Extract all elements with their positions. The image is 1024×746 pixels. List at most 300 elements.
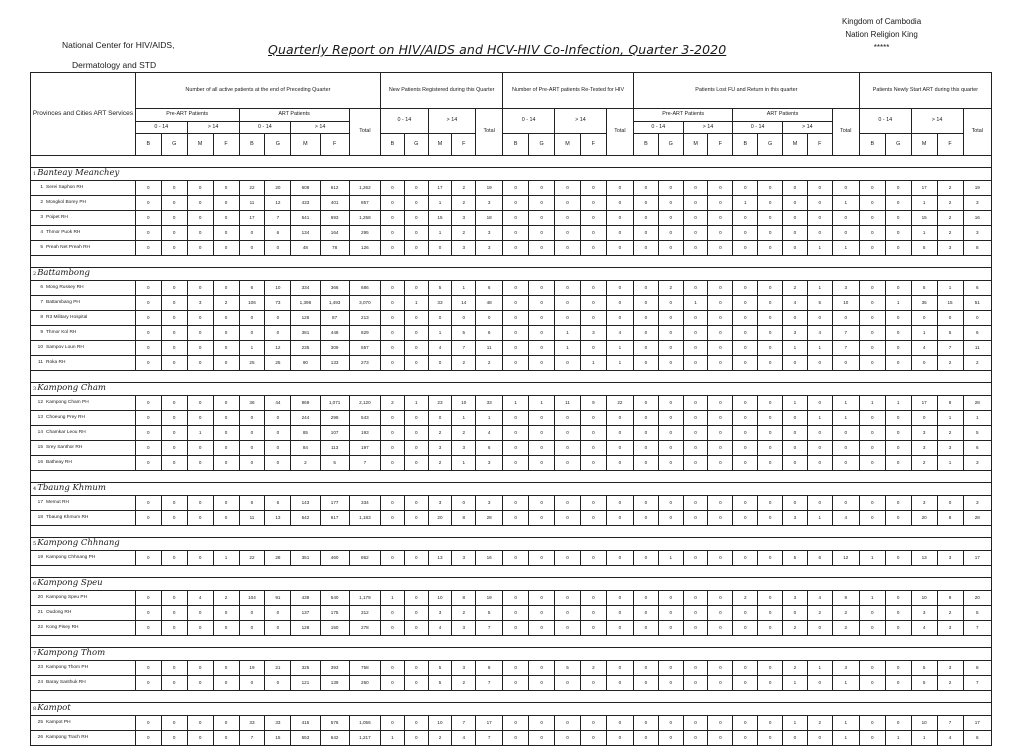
value-cell: 0 <box>633 396 658 411</box>
value-cell: 0 <box>708 196 733 211</box>
value-cell: 0 <box>758 181 783 196</box>
value-cell: 0 <box>606 591 633 606</box>
value-cell: 8 <box>452 511 476 526</box>
value-cell: 0 <box>658 621 683 636</box>
sex-header: G <box>404 134 428 156</box>
value-cell: 3 <box>832 661 859 676</box>
value-cell: 0 <box>807 211 832 226</box>
value-cell: 0 <box>135 211 161 226</box>
value-cell: 0 <box>807 396 832 411</box>
value-cell: 0 <box>213 241 239 256</box>
value-cell: 0 <box>580 411 606 426</box>
sex-header: G <box>885 134 911 156</box>
value-cell: 381 <box>291 326 320 341</box>
value-cell: 0 <box>758 456 783 471</box>
value-cell: 0 <box>708 341 733 356</box>
value-cell: 0 <box>911 311 937 326</box>
value-cell: 0 <box>658 396 683 411</box>
value-cell: 4 <box>783 296 808 311</box>
report-title: Quarterly Report on HIV/AIDS and HCV-HIV Co-Infection, Quarter 3-2020 <box>268 42 727 57</box>
value-cell: 104 <box>239 591 265 606</box>
value-cell: 0 <box>404 456 428 471</box>
value-cell: 0 <box>885 591 911 606</box>
value-cell: 0 <box>708 296 733 311</box>
age-0-14-header: 0 - 14 <box>633 122 683 134</box>
value-cell: 278 <box>349 621 380 636</box>
value-cell: 10 <box>428 716 452 731</box>
value-cell: 0 <box>606 456 633 471</box>
province-cell <box>31 578 992 591</box>
age-0-14-header: 0 - 14 <box>859 109 911 134</box>
value-cell: 0 <box>807 311 832 326</box>
newly-start-header: Patients Newly Start ART during this quarter <box>859 73 991 109</box>
value-cell: 3 <box>963 226 991 241</box>
value-cell: 0 <box>381 456 405 471</box>
value-cell: 0 <box>555 441 581 456</box>
value-cell: 0 <box>859 326 885 341</box>
province-cell <box>31 538 992 551</box>
value-cell: 0 <box>555 356 581 371</box>
value-cell: 0 <box>404 281 428 296</box>
value-cell: 0 <box>503 196 529 211</box>
value-cell: 0 <box>529 661 555 676</box>
value-cell: 0 <box>708 716 733 731</box>
value-cell: 0 <box>580 456 606 471</box>
value-cell: 0 <box>633 341 658 356</box>
value-cell: 19 <box>239 661 265 676</box>
value-cell: 0 <box>187 621 213 636</box>
value-cell: 0 <box>381 676 405 691</box>
table-row <box>31 296 992 311</box>
value-cell: 0 <box>832 496 859 511</box>
value-cell: 0 <box>381 296 405 311</box>
value-cell: 0 <box>404 211 428 226</box>
value-cell: 2 <box>937 356 963 371</box>
table-row <box>31 211 992 226</box>
spacer-row <box>31 156 992 168</box>
value-cell: 1 <box>529 396 555 411</box>
site-name-cell <box>31 226 136 241</box>
value-cell: 2 <box>428 731 452 746</box>
art-header: ART Patients <box>239 109 349 122</box>
value-cell: 0 <box>580 226 606 241</box>
value-cell: 6 <box>476 281 503 296</box>
value-cell: 73 <box>265 296 291 311</box>
value-cell: 0 <box>633 441 658 456</box>
value-cell: 11 <box>476 341 503 356</box>
value-cell: 1 <box>783 676 808 691</box>
value-cell: 460 <box>320 551 349 566</box>
value-cell: 3 <box>783 591 808 606</box>
value-cell: 128 <box>291 621 320 636</box>
value-cell: 1 <box>807 281 832 296</box>
value-cell: 608 <box>291 181 320 196</box>
value-cell: 0 <box>733 716 758 731</box>
value-cell: 0 <box>633 326 658 341</box>
value-cell: 0 <box>555 716 581 731</box>
value-cell: 3 <box>937 441 963 456</box>
value-cell: 0 <box>404 241 428 256</box>
value-cell: 3 <box>187 296 213 311</box>
value-cell: 0 <box>265 426 291 441</box>
value-cell: 3,070 <box>349 296 380 311</box>
value-cell: 1 <box>187 426 213 441</box>
value-cell: 260 <box>349 676 380 691</box>
value-cell: 6 <box>239 281 265 296</box>
value-cell: 0 <box>529 226 555 241</box>
value-cell: 5 <box>428 661 452 676</box>
value-cell: 0 <box>555 496 581 511</box>
site-number: 21 <box>37 610 43 616</box>
value-cell: 2 <box>213 296 239 311</box>
spacer-row <box>31 691 992 703</box>
value-cell: 0 <box>708 396 733 411</box>
value-cell: 1 <box>832 731 859 746</box>
value-cell: 1 <box>503 396 529 411</box>
province-cell <box>31 268 992 281</box>
value-cell: 4 <box>476 426 503 441</box>
value-cell: 0 <box>859 211 885 226</box>
value-cell: 0 <box>161 341 187 356</box>
value-cell: 0 <box>555 181 581 196</box>
table-row <box>31 511 992 526</box>
province-row <box>31 383 992 396</box>
value-cell: 0 <box>733 496 758 511</box>
value-cell: 0 <box>885 281 911 296</box>
value-cell: 1,071 <box>320 396 349 411</box>
value-cell: 1 <box>452 281 476 296</box>
value-cell: 28 <box>476 511 503 526</box>
value-cell: 0 <box>161 551 187 566</box>
value-cell: 1 <box>832 716 859 731</box>
value-cell: 0 <box>658 511 683 526</box>
value-cell: 7 <box>476 621 503 636</box>
value-cell: 0 <box>658 241 683 256</box>
value-cell: 0 <box>606 661 633 676</box>
value-cell: 0 <box>733 311 758 326</box>
value-cell: 2 <box>832 606 859 621</box>
value-cell: 1 <box>937 281 963 296</box>
value-cell: 0 <box>580 296 606 311</box>
value-cell: 0 <box>683 411 708 426</box>
value-cell: 0 <box>658 341 683 356</box>
value-cell: 0 <box>783 606 808 621</box>
value-cell: 1 <box>832 676 859 691</box>
value-cell: 5 <box>911 241 937 256</box>
value-cell: 19 <box>476 591 503 606</box>
value-cell: 6 <box>476 326 503 341</box>
value-cell: 0 <box>529 591 555 606</box>
table-row <box>31 326 992 341</box>
value-cell: 20 <box>265 181 291 196</box>
value-cell: 7 <box>832 341 859 356</box>
value-cell: 0 <box>381 241 405 256</box>
value-cell: 0 <box>633 456 658 471</box>
value-cell: 0 <box>885 426 911 441</box>
value-cell: 1 <box>937 411 963 426</box>
value-cell: 2 <box>291 456 320 471</box>
value-cell: 0 <box>381 621 405 636</box>
value-cell: 0 <box>859 606 885 621</box>
value-cell: 5 <box>452 326 476 341</box>
site-name: Oudong RH <box>46 610 72 616</box>
value-cell: 0 <box>161 591 187 606</box>
value-cell: 0 <box>187 661 213 676</box>
value-cell: 126 <box>349 241 380 256</box>
site-name: Mong Russey RH <box>46 285 84 291</box>
value-cell: 0 <box>213 341 239 356</box>
value-cell: 0 <box>161 676 187 691</box>
value-cell: 0 <box>555 226 581 241</box>
value-cell: 0 <box>135 496 161 511</box>
kingdom-line1: Kingdom of Cambodia <box>842 17 922 26</box>
value-cell: 0 <box>135 226 161 241</box>
value-cell: 87 <box>320 311 349 326</box>
value-cell: 0 <box>452 496 476 511</box>
sex-header: M <box>783 134 808 156</box>
value-cell: 0 <box>658 211 683 226</box>
value-cell: 0 <box>428 311 452 326</box>
value-cell: 2 <box>428 456 452 471</box>
site-name: Kampot PH <box>46 720 71 726</box>
value-cell: 164 <box>320 226 349 241</box>
value-cell: 0 <box>859 311 885 326</box>
value-cell: 0 <box>885 606 911 621</box>
value-cell: 3 <box>832 281 859 296</box>
table-row <box>31 341 992 356</box>
value-cell: 0 <box>187 551 213 566</box>
value-cell: 0 <box>733 181 758 196</box>
value-cell: 686 <box>349 281 380 296</box>
value-cell: 0 <box>606 716 633 731</box>
value-cell: 0 <box>239 411 265 426</box>
value-cell: 0 <box>758 296 783 311</box>
value-cell: 0 <box>733 676 758 691</box>
table-row <box>31 411 992 426</box>
value-cell: 5 <box>937 326 963 341</box>
value-cell: 829 <box>349 326 380 341</box>
site-number: 6 <box>40 285 43 291</box>
value-cell: 244 <box>291 411 320 426</box>
table-row <box>31 591 992 606</box>
sex-header: B <box>381 134 405 156</box>
total-header: Total <box>963 109 991 156</box>
value-cell: 0 <box>503 341 529 356</box>
value-cell: 0 <box>832 311 859 326</box>
value-cell: 0 <box>758 621 783 636</box>
value-cell: 0 <box>708 676 733 691</box>
value-cell: 2 <box>476 356 503 371</box>
value-cell: 1 <box>733 196 758 211</box>
value-cell: 0 <box>555 241 581 256</box>
value-cell: 0 <box>161 496 187 511</box>
age-gt14-header: > 14 <box>428 109 476 134</box>
value-cell: 3 <box>783 511 808 526</box>
value-cell: 0 <box>135 426 161 441</box>
value-cell: 0 <box>503 411 529 426</box>
site-name-cell <box>31 441 136 456</box>
value-cell: 0 <box>161 211 187 226</box>
value-cell: 0 <box>213 441 239 456</box>
value-cell: 351 <box>291 551 320 566</box>
value-cell: 0 <box>555 311 581 326</box>
value-cell: 334 <box>349 496 380 511</box>
value-cell: 0 <box>161 181 187 196</box>
value-cell: 0 <box>555 411 581 426</box>
value-cell: 0 <box>503 281 529 296</box>
value-cell: 0 <box>708 551 733 566</box>
value-cell: 0 <box>708 731 733 746</box>
value-cell: 0 <box>213 211 239 226</box>
value-cell: 10 <box>265 281 291 296</box>
value-cell: 0 <box>885 496 911 511</box>
value-cell: 0 <box>161 226 187 241</box>
site-number: 19 <box>37 555 43 561</box>
value-cell: 0 <box>708 411 733 426</box>
value-cell: 0 <box>832 356 859 371</box>
value-cell: 0 <box>135 551 161 566</box>
value-cell: 0 <box>529 551 555 566</box>
value-cell: 0 <box>708 226 733 241</box>
value-cell: 0 <box>404 426 428 441</box>
province-cell <box>31 483 992 496</box>
value-cell: 0 <box>239 241 265 256</box>
value-cell: 0 <box>859 661 885 676</box>
value-cell: 0 <box>658 426 683 441</box>
site-name-cell <box>31 356 136 371</box>
value-cell: 2 <box>937 426 963 441</box>
value-cell: 1 <box>807 341 832 356</box>
pre-art-header: Pre-ART Patients <box>135 109 239 122</box>
value-cell: 0 <box>529 311 555 326</box>
value-cell: 106 <box>239 296 265 311</box>
value-cell: 543 <box>349 411 380 426</box>
value-cell: 969 <box>291 396 320 411</box>
value-cell: 0 <box>606 606 633 621</box>
site-number: 22 <box>37 625 43 631</box>
value-cell: 0 <box>404 341 428 356</box>
value-cell: 0 <box>658 731 683 746</box>
value-cell: 0 <box>529 606 555 621</box>
site-number: 1 <box>40 185 43 191</box>
value-cell: 0 <box>606 181 633 196</box>
value-cell: 448 <box>320 326 349 341</box>
value-cell: 0 <box>885 196 911 211</box>
value-cell: 0 <box>633 311 658 326</box>
value-cell: 13 <box>428 551 452 566</box>
value-cell: 3 <box>476 496 503 511</box>
value-cell: 0 <box>213 716 239 731</box>
value-cell: 617 <box>320 511 349 526</box>
value-cell: 0 <box>758 496 783 511</box>
value-cell: 0 <box>859 621 885 636</box>
value-cell: 0 <box>733 511 758 526</box>
value-cell: 0 <box>580 181 606 196</box>
value-cell: 0 <box>161 606 187 621</box>
value-cell: 0 <box>708 591 733 606</box>
spacer-row <box>31 471 992 483</box>
value-cell: 1,493 <box>320 296 349 311</box>
province-cell <box>31 168 992 181</box>
value-cell: 0 <box>503 426 529 441</box>
value-cell: 0 <box>911 356 937 371</box>
value-cell: 0 <box>758 326 783 341</box>
table-row <box>31 356 992 371</box>
value-cell: 4 <box>187 591 213 606</box>
value-cell: 0 <box>807 496 832 511</box>
value-cell: 5 <box>476 606 503 621</box>
value-cell: 0 <box>428 241 452 256</box>
value-cell: 0 <box>783 226 808 241</box>
value-cell: 0 <box>503 661 529 676</box>
value-cell: 0 <box>135 296 161 311</box>
value-cell: 0 <box>580 676 606 691</box>
value-cell: 0 <box>135 676 161 691</box>
value-cell: 0 <box>708 426 733 441</box>
value-cell: 0 <box>529 241 555 256</box>
value-cell: 0 <box>783 496 808 511</box>
value-cell: 0 <box>606 226 633 241</box>
value-cell: 0 <box>633 181 658 196</box>
site-number: 7 <box>40 300 43 306</box>
sex-header: B <box>859 134 885 156</box>
value-cell: 0 <box>708 326 733 341</box>
sex-header: G <box>758 134 783 156</box>
site-name-cell <box>31 676 136 691</box>
site-name: Kampong Trach RH <box>46 735 89 741</box>
value-cell: 0 <box>937 496 963 511</box>
value-cell: 2 <box>963 356 991 371</box>
value-cell: 4 <box>428 341 452 356</box>
value-cell: 0 <box>783 356 808 371</box>
site-name-cell <box>31 181 136 196</box>
value-cell: 2 <box>937 226 963 241</box>
value-cell: 0 <box>381 441 405 456</box>
value-cell: 0 <box>503 731 529 746</box>
value-cell: 0 <box>708 241 733 256</box>
table-row <box>31 716 992 731</box>
age-gt14-header: > 14 <box>683 122 733 134</box>
value-cell: 0 <box>503 226 529 241</box>
value-cell: 0 <box>529 716 555 731</box>
value-cell: 0 <box>529 356 555 371</box>
value-cell: 0 <box>503 606 529 621</box>
value-cell: 7 <box>239 731 265 746</box>
province-name: Kampong Cham <box>37 383 106 394</box>
value-cell: 0 <box>503 296 529 311</box>
table-row <box>31 551 992 566</box>
value-cell: 0 <box>683 591 708 606</box>
value-cell: 0 <box>381 356 405 371</box>
value-cell: 0 <box>859 296 885 311</box>
value-cell: 0 <box>503 621 529 636</box>
value-cell: 1 <box>963 411 991 426</box>
value-cell: 0 <box>633 226 658 241</box>
value-cell: 541 <box>291 211 320 226</box>
value-cell: 0 <box>758 551 783 566</box>
value-cell: 0 <box>658 496 683 511</box>
value-cell: 17 <box>239 211 265 226</box>
site-number: 16 <box>37 460 43 466</box>
value-cell: 2 <box>937 676 963 691</box>
site-name-cell <box>31 411 136 426</box>
value-cell: 0 <box>187 211 213 226</box>
value-cell: 0 <box>580 591 606 606</box>
value-cell: 2 <box>733 591 758 606</box>
value-cell: 0 <box>529 211 555 226</box>
value-cell: 0 <box>404 496 428 511</box>
value-cell: 0 <box>733 606 758 621</box>
